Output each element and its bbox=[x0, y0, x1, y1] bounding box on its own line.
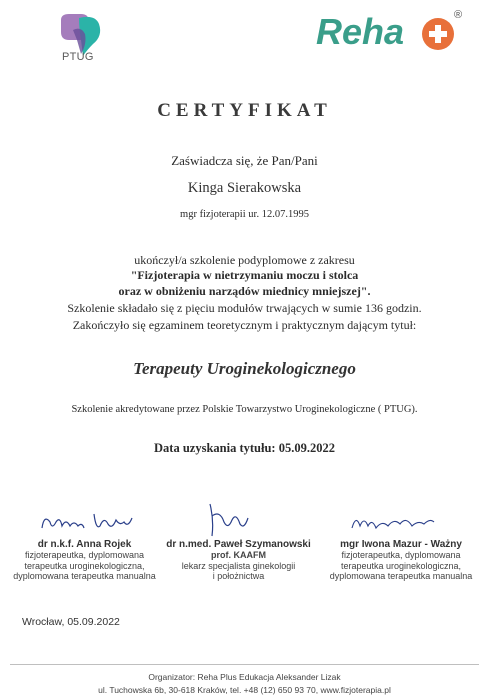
reha-plus-logo bbox=[314, 6, 469, 54]
signatory-title-line: dyplomowana terapeutka manualna bbox=[329, 571, 473, 581]
signatory-title-line: dyplomowana terapeutka manualna bbox=[13, 571, 156, 581]
signatory-title-line: terapeutka uroginekologiczna, bbox=[24, 560, 145, 571]
signatory-name: mgr Iwona Mazur - Ważny bbox=[340, 539, 462, 550]
exam-line: Zakończyło się egzaminem teoretycznym i praktycznym dającym tytuł: bbox=[72, 318, 417, 332]
signatory-name: dr n.k.f. Anna Rojek bbox=[37, 539, 132, 550]
course-title-line-2: oraz w obniżeniu narządów miednicy mniejszej". bbox=[118, 284, 371, 298]
signatory-title-line: lekarz specjalista ginekologii bbox=[181, 560, 296, 571]
place-and-date: Wrocław, 05.09.2022 bbox=[22, 616, 120, 628]
signatory-title-line: terapeutka uroginekologiczna, bbox=[340, 560, 462, 571]
certify-line: Zaświadcza się, że Pan/Pani bbox=[171, 153, 318, 168]
signature-iwona-mazur-wazny bbox=[348, 510, 438, 536]
footer-address: ul. Tuchowska 6b, 30-618 Kraków, tel. +48 (12) 650 93 70, www.fizjoterapia.pl bbox=[98, 685, 391, 695]
signatory-title-line: prof. KAAFM bbox=[211, 550, 266, 560]
signature-block-2 bbox=[166, 539, 311, 582]
signature-anna-rojek bbox=[38, 508, 138, 536]
signature-pawel-szymanowski bbox=[200, 500, 260, 540]
earned-title: Terapeuty Uroginekologicznego bbox=[133, 359, 356, 378]
title-date-line: Data uzyskania tytułu: 05.09.2022 bbox=[154, 441, 335, 455]
course-title-line-1: "Fizjoterapia w nietrzymaniu moczu i stolca bbox=[130, 268, 359, 282]
certificate-title: CERTYFIKAT bbox=[157, 100, 332, 121]
signatory-title-line: fizjoterapeutka, dyplomowana bbox=[24, 550, 145, 560]
signature-block-1 bbox=[12, 539, 157, 582]
reha-logo-text: Reha bbox=[316, 11, 405, 52]
recipient-qualification: mgr fizjoterapii ur. 12.07.1995 bbox=[180, 209, 309, 220]
signatory-title-line: i położnictwa bbox=[212, 571, 265, 581]
signature-block-3 bbox=[326, 539, 476, 582]
footer-organizer: Organizator: Reha Plus Edukacja Aleksander Lizak bbox=[148, 672, 341, 682]
signatory-title-line: fizjoterapeutka, dyplomowana bbox=[341, 550, 461, 560]
ptug-logo-text: PTUG bbox=[62, 51, 94, 63]
completed-line: ukończył/a szkolenie podyplomowe z zakresu bbox=[134, 253, 355, 267]
signatory-name: dr n.med. Paweł Szymanowski bbox=[166, 539, 311, 550]
recipient-name: Kinga Sierakowska bbox=[187, 180, 302, 196]
registered-mark: ® bbox=[454, 9, 463, 21]
accreditation-line: Szkolenie akredytowane przez Polskie Towarzystwo Uroginekologiczne ( PTUG). bbox=[71, 404, 418, 415]
modules-line: Szkolenie składało się z pięciu modułów trwających w sumie 136 godzin. bbox=[67, 301, 422, 315]
footer-divider bbox=[10, 664, 479, 665]
